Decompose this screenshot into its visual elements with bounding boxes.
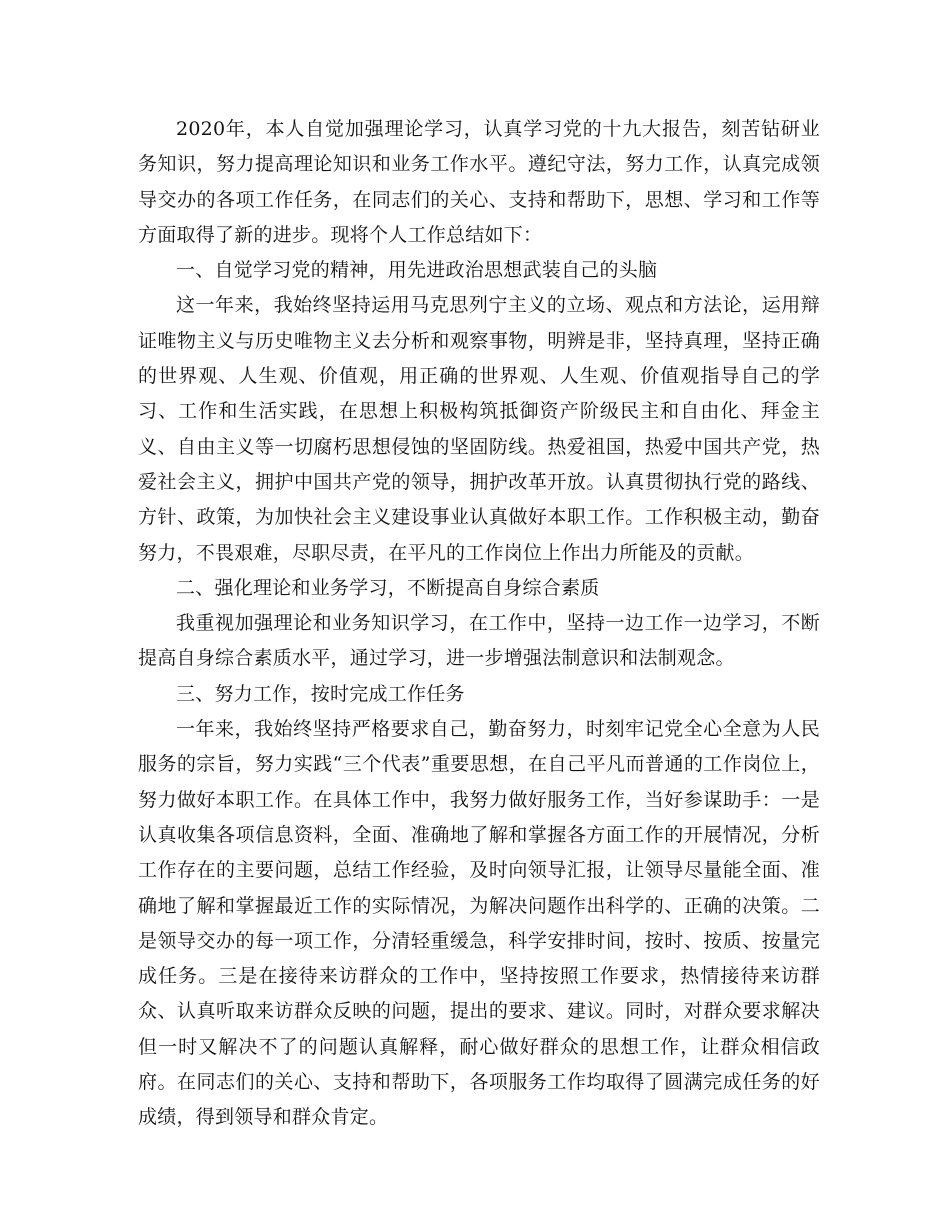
section-3-paragraph: 一年来，我始终坚持严格要求自己，勤奋努力，时刻牢记党全心全意为人民服务的宗旨，努力实践“三个代表”重要思想，在自己平凡而普通的工作岗位上，努力做好本职工作。在具体工作中，我努力做好服务工作，当好参谋助手：一是认真收集各项信息资料，全面、准确地了解和掌握各方面工作的开展情况，分析工作存在的主要问题，总结工作经验，及时向领导汇报，让领导尽量能全面、准确地了解和掌握最近工作的实际情况，为解决问题作出科学的、正确的决策。二是领导交办的每一项工作，分清轻重缓急，科学安排时间，按时、按质、按量完成任务。三是在接待来访群众的工作中，坚持按照工作要求，热情接待来访群众、认真听取来访群众反映的问题，提出的要求、建议。同时，对群众要求解决但一时又解决不了的问题认真解释，耐心做好群众的思想工作，让群众相信政府。在同志们的关心、支持和帮助下，各项服务工作均取得了圆满完成任务的好成绩，得到领导和群众肯定。 (138, 718, 820, 1129)
section-2-heading: 二、强化理论和业务学习，不断提高自身综合素质 (176, 576, 600, 599)
intro-paragraph: 2020年，本人自觉加强理论学习，认真学习党的十九大报告，刻苦钻研业务知识，努力提高理论知识和业务工作水平。遵纪守法，努力工作，认真完成领导交办的各项工作任务，在同志们的关心、支持和帮助下，思想、学习和工作等方面取得了新的进步。现将个人工作总结如下： (138, 118, 820, 246)
section-2-paragraph: 我重视加强理论和业务知识学习，在工作中，坚持一边工作一边学习，不断提高自身综合素质水平，通过学习，进一步增强法制意识和法制观念。 (138, 612, 820, 670)
document-body (138, 112, 820, 1136)
section-1-paragraph: 这一年来，我始终坚持运用马克思列宁主义的立场、观点和方法论，运用辩证唯物主义与历史唯物主义去分析和观察事物，明辨是非，坚持真理，坚持正确的世界观、人生观、价值观，用正确的世界观、人生观、价值观指导自己的学习、工作和生活实践，在思想上积极构筑抵御资产阶级民主和自由化、拜金主义、自由主义等一切腐朽思想侵蚀的坚固防线。热爱祖国，热爱中国共产党，热爱社会主义，拥护中国共产党的领导，拥护改革开放。认真贯彻执行党的路线、方针、政策，为加快社会主义建设事业认真做好本职工作。工作积极主动，勤奋努力，不畏艰难，尽职尽责，在平凡的工作岗位上作出力所能及的贡献。 (138, 294, 820, 564)
section-1-heading: 一、自觉学习党的精神，用先进政治思想武装自己的头脑 (176, 259, 658, 282)
section-3-heading: 三、努力工作，按时完成工作任务 (176, 682, 465, 705)
